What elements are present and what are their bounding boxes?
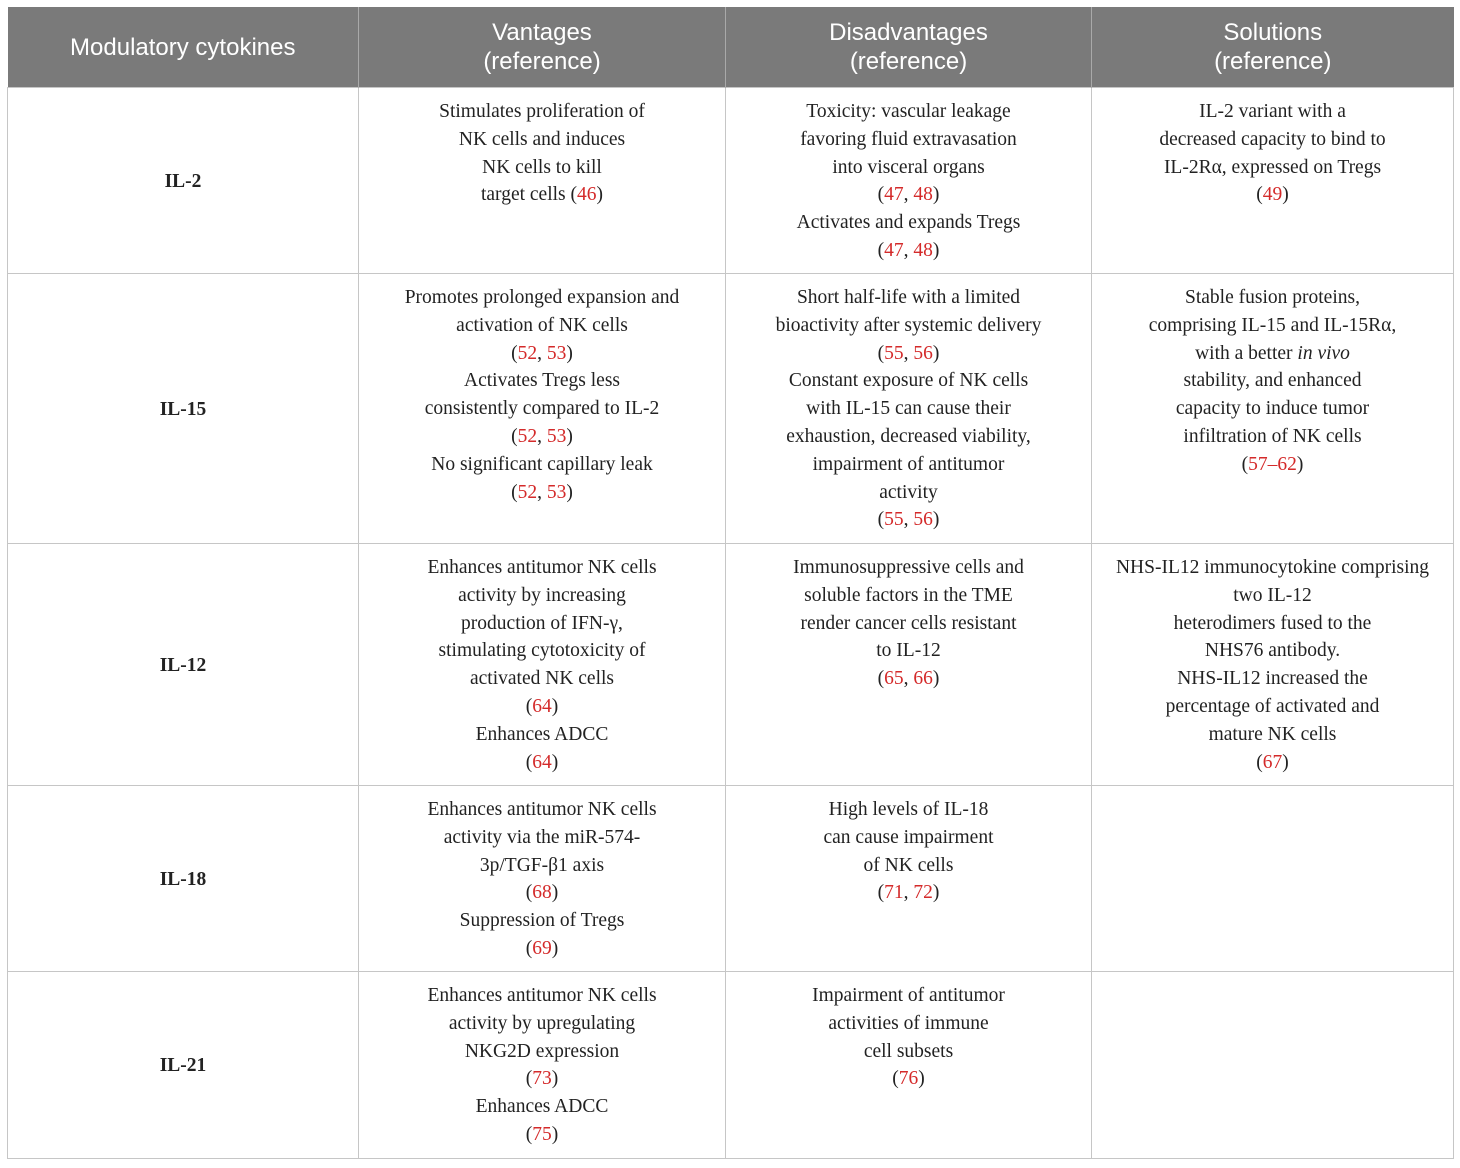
cytokine-name: IL-18 bbox=[8, 786, 359, 972]
header-modulatory-cytokines bbox=[8, 7, 359, 88]
text-segment: , bbox=[537, 425, 547, 447]
cytokine-name: IL-12 bbox=[8, 544, 359, 786]
text-segment: activated NK cells bbox=[469, 668, 615, 690]
text-segment: ) bbox=[1282, 751, 1289, 773]
text-segment: activity via the miR-574- bbox=[443, 826, 641, 848]
vantages-cell bbox=[359, 786, 726, 972]
text-segment: ( bbox=[1256, 751, 1263, 773]
cytokine-name: IL-15 bbox=[8, 274, 359, 544]
text-line bbox=[367, 1065, 717, 1093]
text-segment: cell subsets bbox=[863, 1040, 954, 1062]
text-segment: IL-2 variant with a bbox=[1199, 101, 1346, 122]
reference-link[interactable]: 65 bbox=[884, 668, 904, 690]
text-line bbox=[734, 126, 1083, 154]
text-segment: ( bbox=[525, 1123, 533, 1145]
text-segment: NKG2D expression bbox=[464, 1040, 620, 1062]
text-segment: NHS76 antibody. bbox=[1204, 640, 1341, 662]
text-line bbox=[367, 665, 717, 693]
text-segment: Stimulates proliferation of bbox=[439, 101, 645, 122]
text-line bbox=[367, 1093, 717, 1121]
text-line bbox=[367, 637, 717, 665]
text-line bbox=[1100, 98, 1445, 126]
text-line bbox=[367, 312, 717, 340]
reference-link[interactable]: 72 bbox=[913, 882, 933, 904]
text-line bbox=[367, 693, 717, 721]
text-line bbox=[734, 879, 1083, 907]
reference-link[interactable]: 75 bbox=[532, 1123, 552, 1145]
header-line: Solutions bbox=[1223, 19, 1323, 46]
text-segment: Constant exposure of NK cells bbox=[788, 370, 1029, 392]
solutions-cell bbox=[1092, 88, 1454, 274]
reference-link[interactable]: 71 bbox=[884, 882, 904, 904]
text-segment: NK cells to kill bbox=[482, 156, 602, 178]
text-line bbox=[367, 423, 717, 451]
text-line bbox=[367, 1121, 717, 1149]
text-line bbox=[367, 721, 717, 749]
vantages-cell bbox=[359, 972, 726, 1159]
text-line bbox=[734, 824, 1083, 852]
table-row bbox=[8, 972, 1454, 1159]
text-line bbox=[734, 312, 1083, 340]
cytokine-name: IL-2 bbox=[8, 88, 359, 274]
text-line bbox=[1100, 154, 1445, 182]
reference-link[interactable]: 68 bbox=[532, 882, 552, 904]
reference-link[interactable]: 55 bbox=[884, 509, 904, 531]
text-segment: with a better bbox=[1195, 342, 1298, 364]
text-line bbox=[1100, 451, 1445, 479]
text-line bbox=[734, 367, 1083, 395]
text-segment: NHS-IL12 increased the bbox=[1177, 668, 1368, 690]
text-segment: impairment of antitumor bbox=[812, 453, 1005, 475]
reference-link[interactable]: 53 bbox=[546, 425, 567, 447]
header-row bbox=[8, 7, 1454, 88]
reference-link[interactable]: 48 bbox=[913, 239, 933, 261]
solutions-cell bbox=[1092, 274, 1454, 544]
text-segment: ( bbox=[525, 1068, 533, 1090]
text-segment: ) bbox=[932, 882, 940, 904]
text-line bbox=[1100, 637, 1445, 665]
disadvantages-cell bbox=[726, 88, 1092, 274]
text-segment: activities of immune bbox=[828, 1012, 989, 1034]
text-segment: ) bbox=[918, 1068, 925, 1090]
text-segment: ( bbox=[525, 937, 533, 959]
text-line bbox=[1100, 126, 1445, 154]
text-segment: Toxicity: vascular leakage bbox=[806, 101, 1011, 122]
text-segment: Suppression of Tregs bbox=[459, 910, 625, 932]
reference-link[interactable]: 73 bbox=[532, 1068, 552, 1090]
text-segment: Immunosuppressive cells and bbox=[793, 557, 1024, 578]
text-segment: ) bbox=[566, 342, 573, 364]
text-segment: ) bbox=[551, 751, 559, 773]
text-segment: comprising IL-15 and IL-15Rα, bbox=[1148, 314, 1397, 336]
text-segment: ( bbox=[877, 239, 885, 261]
text-line bbox=[1100, 721, 1445, 749]
reference-link[interactable]: 49 bbox=[1262, 184, 1283, 206]
text-segment: favoring fluid extravasation bbox=[800, 128, 1017, 150]
text-segment: activity bbox=[879, 481, 938, 503]
text-line bbox=[734, 582, 1083, 610]
text-segment: ( bbox=[525, 751, 533, 773]
reference-link[interactable]: 47 bbox=[884, 239, 904, 261]
text-line bbox=[734, 237, 1083, 265]
text-line bbox=[1100, 665, 1445, 693]
header-disadvantages bbox=[726, 7, 1092, 88]
text-segment: Enhances antitumor NK cells bbox=[427, 557, 657, 578]
text-line bbox=[1100, 367, 1445, 395]
text-segment: , bbox=[903, 668, 914, 690]
reference-link[interactable]: 52 bbox=[517, 481, 538, 503]
reference-link[interactable]: 64 bbox=[532, 695, 552, 717]
text-line bbox=[367, 554, 717, 582]
text-segment: ) bbox=[596, 184, 603, 206]
reference-link[interactable]: 56 bbox=[913, 509, 933, 531]
text-line bbox=[367, 852, 717, 880]
text-segment: two IL-12 bbox=[1233, 584, 1312, 606]
text-segment: ) bbox=[1296, 453, 1304, 475]
text-line bbox=[734, 554, 1083, 582]
text-segment: ) bbox=[551, 1068, 559, 1090]
disadvantages-cell bbox=[726, 972, 1092, 1159]
text-segment: ( bbox=[892, 1068, 899, 1090]
text-segment: ( bbox=[511, 481, 518, 503]
text-segment: Activates and expands Tregs bbox=[796, 212, 1021, 234]
text-line bbox=[367, 479, 717, 507]
text-segment: capacity to induce tumor bbox=[1175, 398, 1370, 420]
text-segment: render cancer cells resistant bbox=[800, 612, 1017, 634]
solutions-cell bbox=[1092, 786, 1454, 972]
text-segment: NK cells and induces bbox=[458, 128, 626, 150]
text-segment: ( bbox=[877, 509, 885, 531]
text-segment: , bbox=[903, 342, 914, 364]
table-row bbox=[8, 544, 1454, 786]
text-segment: Enhances antitumor NK cells bbox=[427, 799, 657, 820]
disadvantages-cell bbox=[726, 786, 1092, 972]
text-segment: ( bbox=[1241, 453, 1249, 475]
text-line bbox=[734, 395, 1083, 423]
text-line bbox=[1100, 395, 1445, 423]
text-segment: ) bbox=[1282, 184, 1289, 206]
disadvantages-cell bbox=[726, 274, 1092, 544]
text-segment: infiltration of NK cells bbox=[1183, 425, 1362, 447]
text-line bbox=[734, 209, 1083, 237]
text-segment: into visceral organs bbox=[832, 156, 985, 178]
header-line: (reference) bbox=[483, 48, 601, 75]
text-line bbox=[367, 395, 717, 423]
text-line bbox=[367, 1038, 717, 1066]
text-line bbox=[734, 982, 1083, 1010]
text-segment: can cause impairment bbox=[823, 826, 994, 848]
text-line bbox=[734, 1010, 1083, 1038]
text-segment: 3p/TGF-β1 axis bbox=[479, 854, 605, 876]
vantages-cell bbox=[359, 88, 726, 274]
text-segment: IL-2Rα, expressed on Tregs bbox=[1163, 156, 1382, 178]
text-line bbox=[734, 98, 1083, 126]
text-line bbox=[734, 1065, 1083, 1093]
text-line bbox=[1100, 181, 1445, 209]
text-line bbox=[367, 181, 717, 209]
text-segment: Enhances ADCC bbox=[475, 723, 609, 745]
text-segment: ( bbox=[525, 695, 533, 717]
text-segment: , bbox=[537, 342, 547, 364]
text-line bbox=[1100, 340, 1445, 368]
text-segment: activity by upregulating bbox=[448, 1012, 636, 1034]
text-segment: to IL-12 bbox=[876, 640, 941, 662]
text-line bbox=[367, 907, 717, 935]
disadvantages-cell bbox=[726, 544, 1092, 786]
text-segment: ) bbox=[566, 425, 573, 447]
text-segment: , bbox=[903, 882, 914, 904]
text-segment: ) bbox=[932, 668, 940, 690]
text-line bbox=[367, 340, 717, 368]
text-line bbox=[1100, 749, 1445, 777]
reference-link[interactable]: 55 bbox=[884, 342, 904, 364]
text-segment: No significant capillary leak bbox=[431, 453, 653, 475]
text-line bbox=[367, 154, 717, 182]
text-segment: ) bbox=[932, 342, 940, 364]
solutions-cell bbox=[1092, 544, 1454, 786]
vantages-cell bbox=[359, 544, 726, 786]
text-segment: of NK cells bbox=[863, 854, 954, 876]
text-segment: NHS-IL12 immunocytokine comprising bbox=[1115, 557, 1430, 578]
text-line bbox=[734, 610, 1083, 638]
text-segment: ( bbox=[877, 184, 885, 206]
text-line bbox=[367, 451, 717, 479]
text-segment: consistently compared to IL-2 bbox=[424, 398, 660, 420]
text-segment: stability, and enhanced bbox=[1183, 370, 1362, 392]
text-line bbox=[1100, 693, 1445, 721]
text-segment: , bbox=[903, 509, 914, 531]
text-line bbox=[734, 154, 1083, 182]
table-row bbox=[8, 88, 1454, 274]
text-line bbox=[367, 796, 717, 824]
text-line bbox=[734, 423, 1083, 451]
text-line bbox=[734, 1038, 1083, 1066]
text-line bbox=[367, 582, 717, 610]
text-segment: High levels of IL-18 bbox=[828, 799, 989, 820]
text-segment: ) bbox=[551, 695, 559, 717]
italic-text: in vivo bbox=[1297, 342, 1350, 364]
reference-link[interactable]: 56 bbox=[913, 342, 933, 364]
text-line bbox=[1100, 423, 1445, 451]
text-segment: ( bbox=[877, 342, 885, 364]
text-segment: Stable fusion proteins, bbox=[1185, 287, 1360, 308]
text-line bbox=[1100, 312, 1445, 340]
text-line bbox=[734, 451, 1083, 479]
text-segment: , bbox=[903, 239, 914, 261]
text-line bbox=[734, 284, 1083, 312]
text-segment: ( bbox=[511, 425, 518, 447]
text-segment: percentage of activated and bbox=[1165, 695, 1380, 717]
solutions-cell bbox=[1092, 972, 1454, 1159]
text-line bbox=[367, 284, 717, 312]
text-segment: decreased capacity to bind to bbox=[1159, 128, 1386, 150]
reference-link[interactable]: 67 bbox=[1262, 751, 1283, 773]
reference-link[interactable]: 69 bbox=[532, 937, 552, 959]
text-line bbox=[367, 98, 717, 126]
text-segment: Short half-life with a limited bbox=[796, 287, 1021, 308]
text-segment: ) bbox=[566, 481, 573, 503]
reference-link[interactable]: 47 bbox=[884, 184, 904, 206]
text-segment: mature NK cells bbox=[1208, 723, 1337, 745]
reference-link[interactable]: 53 bbox=[546, 342, 567, 364]
text-line bbox=[367, 935, 717, 963]
text-line bbox=[367, 126, 717, 154]
text-line bbox=[734, 479, 1083, 507]
text-line bbox=[734, 852, 1083, 880]
text-segment: ) bbox=[551, 937, 559, 959]
text-line bbox=[367, 879, 717, 907]
table-row bbox=[8, 274, 1454, 544]
text-line bbox=[734, 665, 1083, 693]
text-segment: activity by increasing bbox=[458, 584, 626, 606]
reference-link[interactable]: 52 bbox=[517, 425, 538, 447]
text-segment: stimulating cytotoxicity of bbox=[438, 640, 646, 662]
text-segment: ( bbox=[525, 882, 533, 904]
header-vantages bbox=[359, 7, 726, 88]
text-line bbox=[367, 1010, 717, 1038]
text-segment: ( bbox=[877, 668, 885, 690]
table-row bbox=[8, 786, 1454, 972]
reference-link[interactable]: 64 bbox=[532, 751, 552, 773]
text-line bbox=[734, 637, 1083, 665]
text-segment: production of IFN-γ, bbox=[461, 612, 623, 634]
text-segment: Promotes prolonged expansion and bbox=[404, 287, 680, 308]
text-segment: ) bbox=[932, 509, 940, 531]
text-segment: target cells ( bbox=[480, 184, 577, 206]
text-segment: ) bbox=[551, 882, 559, 904]
text-line bbox=[734, 506, 1083, 534]
reference-link[interactable]: 66 bbox=[913, 668, 933, 690]
reference-link[interactable]: 57–62 bbox=[1248, 453, 1297, 475]
text-segment: , bbox=[537, 481, 547, 503]
text-segment: ( bbox=[1256, 184, 1263, 206]
text-line bbox=[734, 796, 1083, 824]
reference-link[interactable]: 76 bbox=[898, 1068, 919, 1090]
text-segment: , bbox=[903, 184, 914, 206]
text-segment: Activates Tregs less bbox=[464, 370, 620, 392]
reference-link[interactable]: 48 bbox=[913, 184, 933, 206]
text-line bbox=[367, 824, 717, 852]
text-line bbox=[367, 610, 717, 638]
text-segment: ) bbox=[932, 184, 940, 206]
text-line bbox=[1100, 610, 1445, 638]
text-segment: soluble factors in the TME bbox=[804, 584, 1013, 606]
text-segment: ( bbox=[511, 342, 518, 364]
text-segment: exhaustion, decreased viability, bbox=[786, 425, 1031, 447]
header-line: (reference) bbox=[849, 48, 968, 75]
header-line: Vantages bbox=[492, 19, 592, 46]
header-solutions bbox=[1092, 7, 1454, 88]
table-body bbox=[8, 88, 1454, 1159]
text-segment: ) bbox=[932, 239, 940, 261]
text-segment: ( bbox=[877, 882, 885, 904]
text-segment: Enhances antitumor NK cells bbox=[427, 985, 657, 1006]
text-segment: bioactivity after systemic delivery bbox=[775, 314, 1042, 336]
header-line: Modulatory cytokines bbox=[70, 33, 296, 61]
reference-link[interactable]: 52 bbox=[517, 342, 538, 364]
text-line bbox=[367, 367, 717, 395]
text-segment: Impairment of antitumor bbox=[812, 985, 1005, 1006]
text-line bbox=[734, 340, 1083, 368]
cytokine-name: IL-21 bbox=[8, 972, 359, 1159]
text-line bbox=[1100, 554, 1445, 582]
text-segment: with IL-15 can cause their bbox=[806, 398, 1011, 420]
text-segment: Enhances ADCC bbox=[475, 1096, 609, 1118]
text-line bbox=[1100, 582, 1445, 610]
text-segment: heterodimers fused to the bbox=[1173, 612, 1372, 634]
text-segment: activation of NK cells bbox=[456, 314, 628, 336]
header-line: Disadvantages bbox=[829, 19, 988, 46]
reference-link[interactable]: 53 bbox=[546, 481, 567, 503]
text-line bbox=[734, 181, 1083, 209]
cytokine-table bbox=[7, 7, 1454, 1159]
vantages-cell bbox=[359, 274, 726, 544]
header-line: (reference) bbox=[1214, 48, 1332, 75]
text-line bbox=[1100, 284, 1445, 312]
text-segment: ) bbox=[551, 1123, 559, 1145]
text-line bbox=[367, 749, 717, 777]
reference-link[interactable]: 46 bbox=[577, 184, 597, 206]
text-line bbox=[367, 982, 717, 1010]
